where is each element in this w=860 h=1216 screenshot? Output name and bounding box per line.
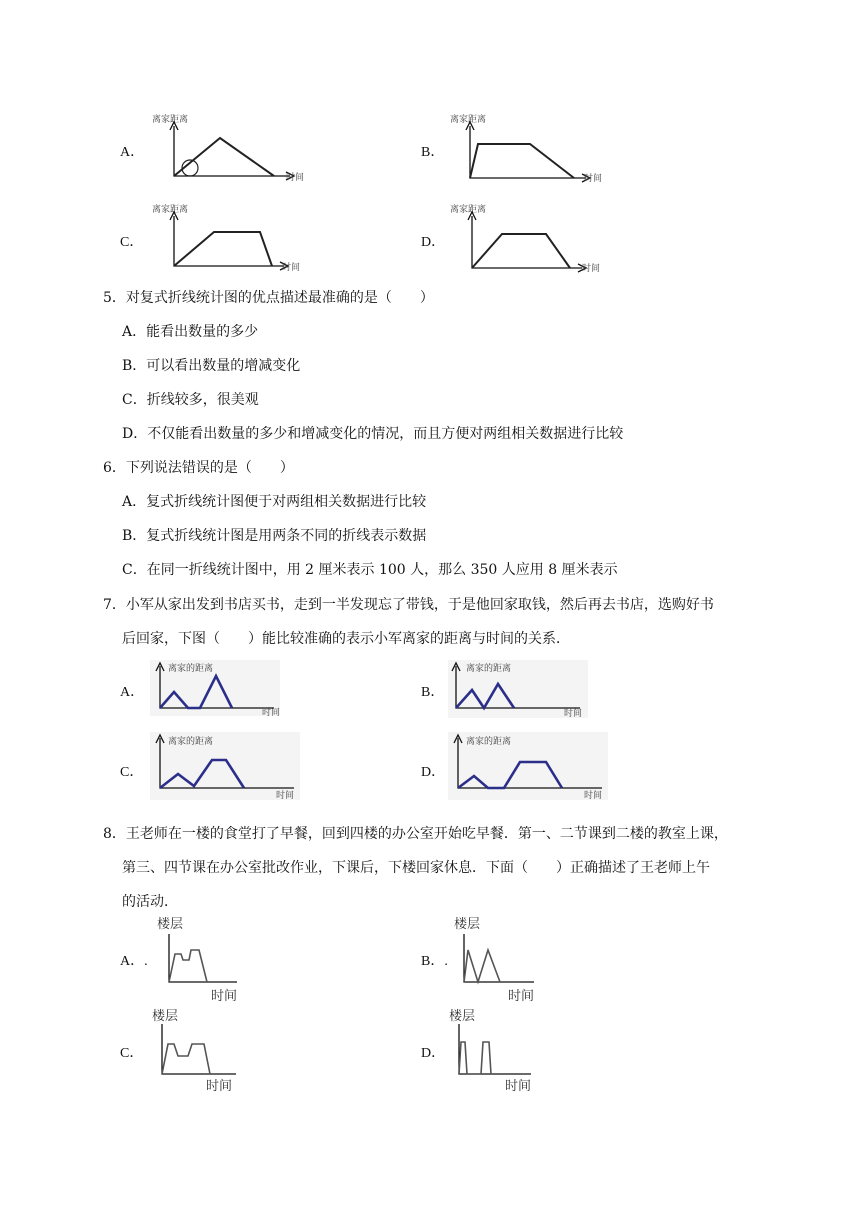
- q8-stem-line2: 第三、四节课在办公室批改作业，下课后，下楼回家休息．下面（ ）正确描述了王老师上午: [122, 860, 710, 876]
- y-axis-label: 离家的距离: [466, 664, 512, 674]
- y-axis-label: 离家的距离: [168, 664, 214, 674]
- q7-option-c-label[interactable]: C．: [120, 765, 144, 780]
- q7-option-d-label[interactable]: D．: [421, 765, 446, 780]
- q8-option-d-label[interactable]: D．: [421, 1046, 446, 1061]
- q6-option-b[interactable]: B．复式折线统计图是用两条不同的折线表示数据: [122, 528, 427, 544]
- q7-graph-b[interactable]: [448, 660, 588, 718]
- q4-graph-c[interactable]: [148, 200, 308, 276]
- q7-stem-line1: 7．小军从家出发到书店买书，走到一半发现忘了带钱，于是他回家取钱，然后再去书店，选购好书: [103, 597, 714, 613]
- x-axis-label: 时间: [286, 173, 305, 183]
- q8-stem-line3: 的活动．: [122, 894, 178, 910]
- x-axis-label: 时间: [508, 989, 535, 1004]
- q4-graph-a[interactable]: [150, 110, 310, 186]
- q6-stem: 6．下列说法错误的是（ ）: [103, 460, 294, 476]
- q5-option-b[interactable]: B．可以看出数量的增减变化: [122, 358, 301, 374]
- q7-option-b-label[interactable]: B．: [421, 685, 445, 700]
- y-axis-label: 离家距离: [450, 115, 487, 125]
- y-axis-label: 离家距离: [450, 205, 487, 215]
- q4-option-b-label[interactable]: B．: [421, 145, 445, 160]
- x-axis-label: 时间: [582, 264, 601, 274]
- q8-option-c-label[interactable]: C．: [120, 1046, 144, 1061]
- q8-graph-c[interactable]: [150, 1006, 245, 1092]
- q4-option-d-label[interactable]: D．: [421, 235, 446, 250]
- x-axis-label: 时间: [584, 791, 603, 801]
- x-axis-label: 时间: [276, 791, 295, 801]
- x-axis-label: 时间: [262, 708, 281, 718]
- q4-graph-b[interactable]: [446, 110, 606, 186]
- q6-option-a[interactable]: A．复式折线统计图便于对两组相关数据进行比较: [122, 494, 427, 510]
- x-axis-label: 时间: [584, 174, 603, 184]
- y-axis-label: 离家距离: [152, 205, 189, 215]
- q6-option-c[interactable]: C．在同一折线统计图中，用 2 厘米表示 100 人，那么 350 人应用 8 厘米表示: [122, 562, 618, 578]
- q5-stem: 5．对复式折线统计图的优点描述最准确的是（ ）: [103, 290, 434, 306]
- q7-graph-c[interactable]: [150, 732, 300, 800]
- x-axis-label: 时间: [211, 989, 238, 1004]
- y-axis-label: 离家的距离: [168, 737, 214, 747]
- x-axis-label: 时间: [282, 263, 301, 273]
- y-axis-label: 楼层: [152, 1009, 179, 1024]
- q8-stem-line1: 8．王老师在一楼的食堂打了早餐，回到四楼的办公室开始吃早餐．第一、二节课到二楼的教室上课，: [103, 826, 728, 842]
- q8-graph-b[interactable]: [450, 914, 540, 1002]
- q7-stem-line2: 后回家，下图（ ）能比较准确的表示小军离家的距离与时间的关系．: [122, 631, 570, 647]
- y-axis-label: 楼层: [449, 1009, 476, 1024]
- q4-option-a-label[interactable]: A．: [120, 145, 145, 160]
- q8-graph-d[interactable]: [445, 1006, 540, 1092]
- y-axis-label: 离家的距离: [466, 737, 512, 747]
- y-axis-label: 楼层: [157, 917, 184, 932]
- x-axis-label: 时间: [505, 1079, 532, 1094]
- q4-option-c-label[interactable]: C．: [120, 235, 144, 250]
- q4-graph-d[interactable]: [446, 200, 606, 276]
- x-axis-label: 时间: [206, 1079, 233, 1094]
- q5-option-d[interactable]: D．不仅能看出数量的多少和增减变化的情况，而且方便对两组相关数据进行比较: [122, 426, 624, 442]
- q7-graph-d[interactable]: [448, 732, 608, 800]
- q8-option-a-label[interactable]: A．.: [120, 954, 148, 969]
- y-axis-label: 楼层: [454, 917, 481, 932]
- q7-option-a-label[interactable]: A．: [120, 685, 145, 700]
- q8-option-b-label[interactable]: B．.: [421, 954, 448, 969]
- q7-graph-a[interactable]: [150, 660, 280, 716]
- q5-option-c[interactable]: C．折线较多，很美观: [122, 392, 259, 408]
- q8-graph-a[interactable]: [155, 914, 245, 1002]
- q5-option-a[interactable]: A．能看出数量的多少: [122, 324, 259, 340]
- y-axis-label: 离家距离: [152, 115, 189, 125]
- x-axis-label: 时间: [564, 709, 583, 719]
